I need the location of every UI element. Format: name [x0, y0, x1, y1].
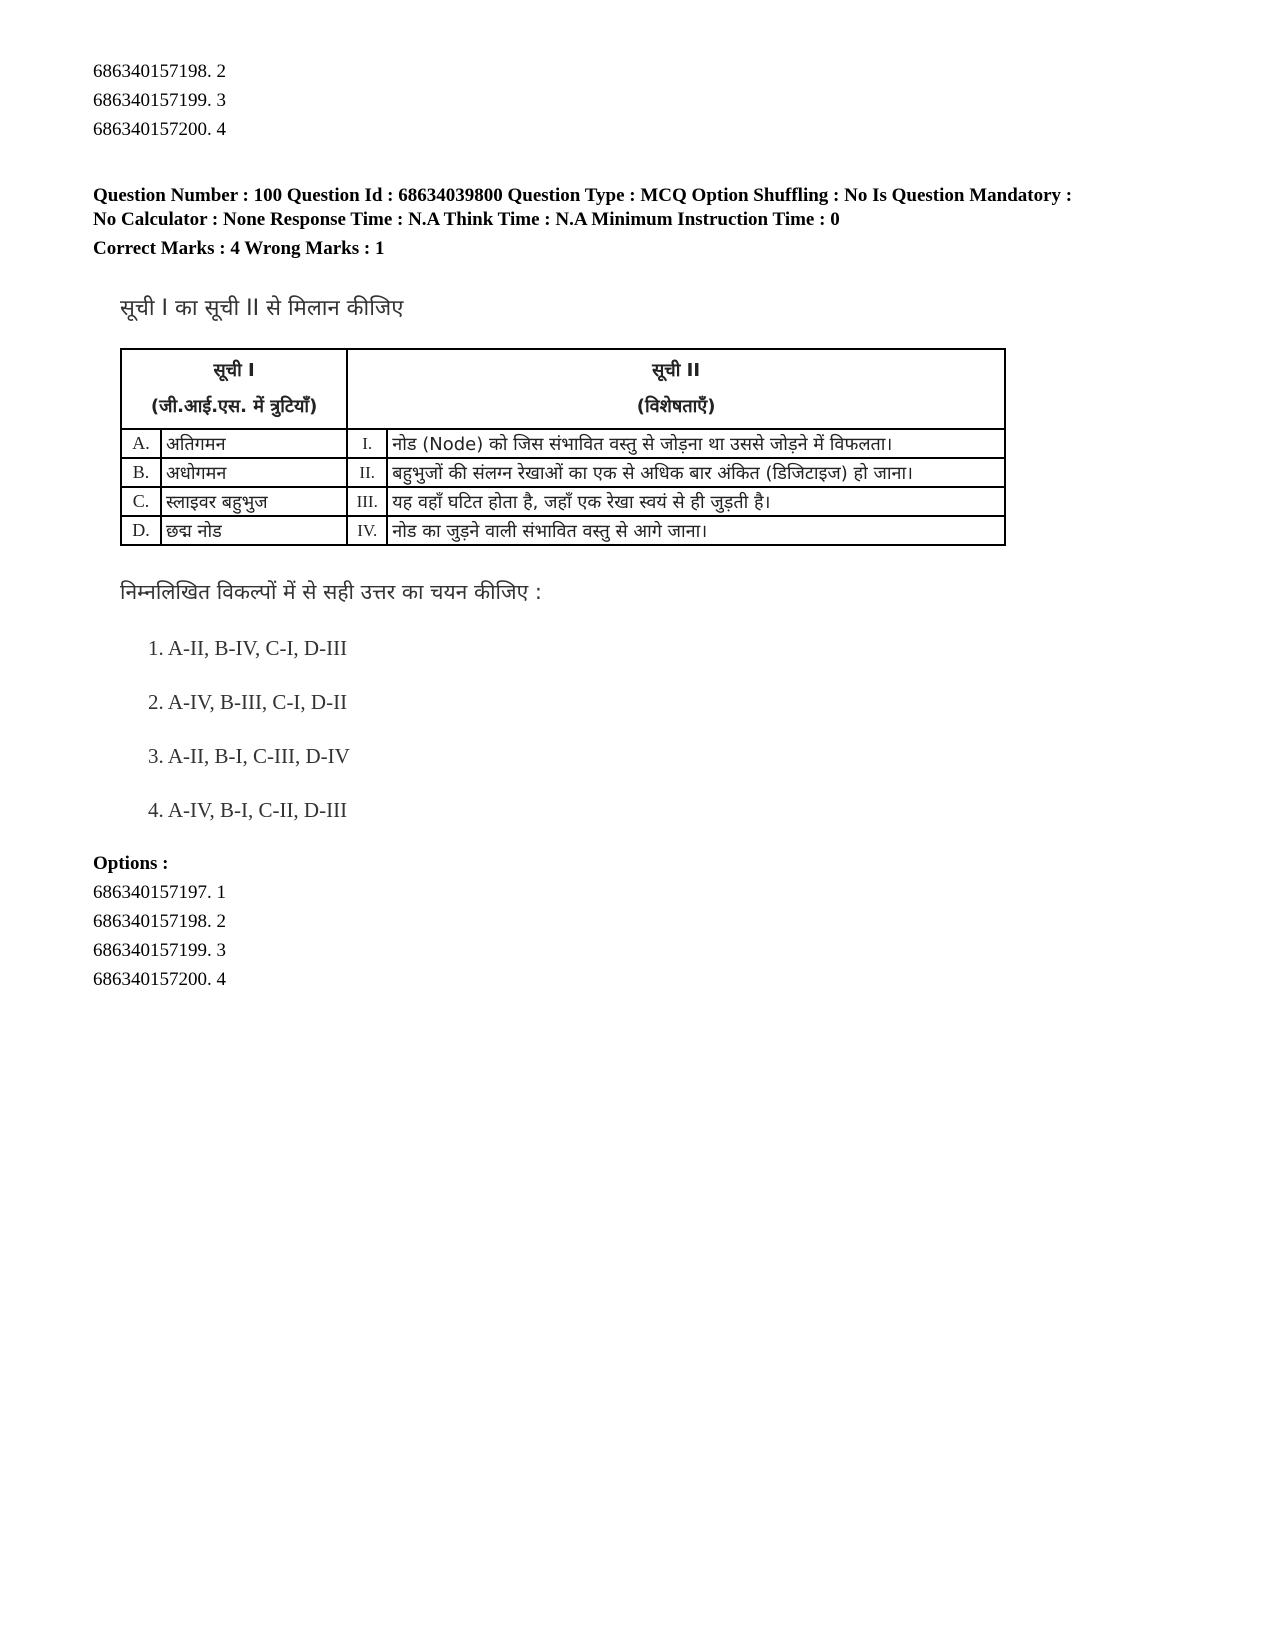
list2-header — [347, 349, 1005, 429]
prev-option-1: 686340157198. 2 — [93, 61, 226, 82]
answer-choice-4: 4. A-IV, B-I, C-II, D-III — [148, 798, 348, 822]
prev-option-2: 686340157199. 3 — [93, 90, 226, 111]
question-prompt: सूची I का सूची II से मिलान कीजिए — [120, 296, 404, 321]
option-1: 686340157197. 1 — [93, 882, 226, 903]
list2-subheading: (विशेषताएँ) — [636, 396, 716, 417]
match-row — [121, 458, 1005, 487]
row-item: अधोगमन — [161, 458, 347, 487]
answer-choice-1: 1. A-II, B-IV, C-I, D-III — [148, 636, 348, 660]
option-3: 686340157199. 3 — [93, 940, 226, 961]
list1-subheading: (जी.आई.एस. में त्रुटियाँ) — [150, 396, 318, 417]
row-desc: यह वहाँ घटित होता है, जहाँ एक रेखा स्वयं से ही जुड़ती है। — [387, 487, 1005, 516]
row-item: स्लाइवर बहुभुज — [161, 487, 347, 516]
answer-choice-2: 2. A-IV, B-III, C-I, D-II — [148, 690, 348, 714]
row-item: छद्म नोड — [161, 516, 347, 545]
list1-heading: सूची I — [213, 360, 255, 381]
option-2: 686340157198. 2 — [93, 911, 226, 932]
row-roman: I. — [347, 429, 387, 458]
row-letter: B. — [121, 458, 161, 487]
match-row — [121, 487, 1005, 516]
prev-option-3: 686340157200. 4 — [93, 119, 226, 140]
options-label: Options : — [93, 853, 169, 874]
match-table — [120, 348, 1006, 546]
row-desc: नोड (Node) को जिस संभावित वस्तु से जोड़ना था उससे जोड़ने में विफलता। — [387, 429, 1005, 458]
row-letter: C. — [121, 487, 161, 516]
question-meta-line1: Question Number : 100 Question Id : 68634039800 Question Type : MCQ Option Shuffling : No Is Question Mandatory : — [93, 185, 1073, 206]
match-table-header — [121, 349, 1005, 429]
row-desc: बहुभुजों की संलग्न रेखाओं का एक से अधिक बार अंकित (डिजिटाइज) हो जाना। — [387, 458, 1005, 487]
answer-choice-3: 3. A-II, B-I, C-III, D-IV — [148, 744, 350, 768]
list1-header — [121, 349, 347, 429]
row-letter: D. — [121, 516, 161, 545]
row-roman: II. — [347, 458, 387, 487]
question-marks: Correct Marks : 4 Wrong Marks : 1 — [93, 238, 385, 259]
row-letter: A. — [121, 429, 161, 458]
match-row — [121, 429, 1005, 458]
question-instruction: निम्नलिखित विकल्पों में से सही उत्तर का चयन कीजिए : — [120, 580, 542, 604]
list2-heading: सूची II — [652, 360, 701, 381]
question-meta-line2: No Calculator : None Response Time : N.A Think Time : N.A Minimum Instruction Time : 0 — [93, 209, 840, 230]
row-desc: नोड का जुड़ने वाली संभावित वस्तु से आगे जाना। — [387, 516, 1005, 545]
row-roman: III. — [347, 487, 387, 516]
match-row — [121, 516, 1005, 545]
row-item: अतिगमन — [161, 429, 347, 458]
option-4: 686340157200. 4 — [93, 969, 226, 990]
row-roman: IV. — [347, 516, 387, 545]
